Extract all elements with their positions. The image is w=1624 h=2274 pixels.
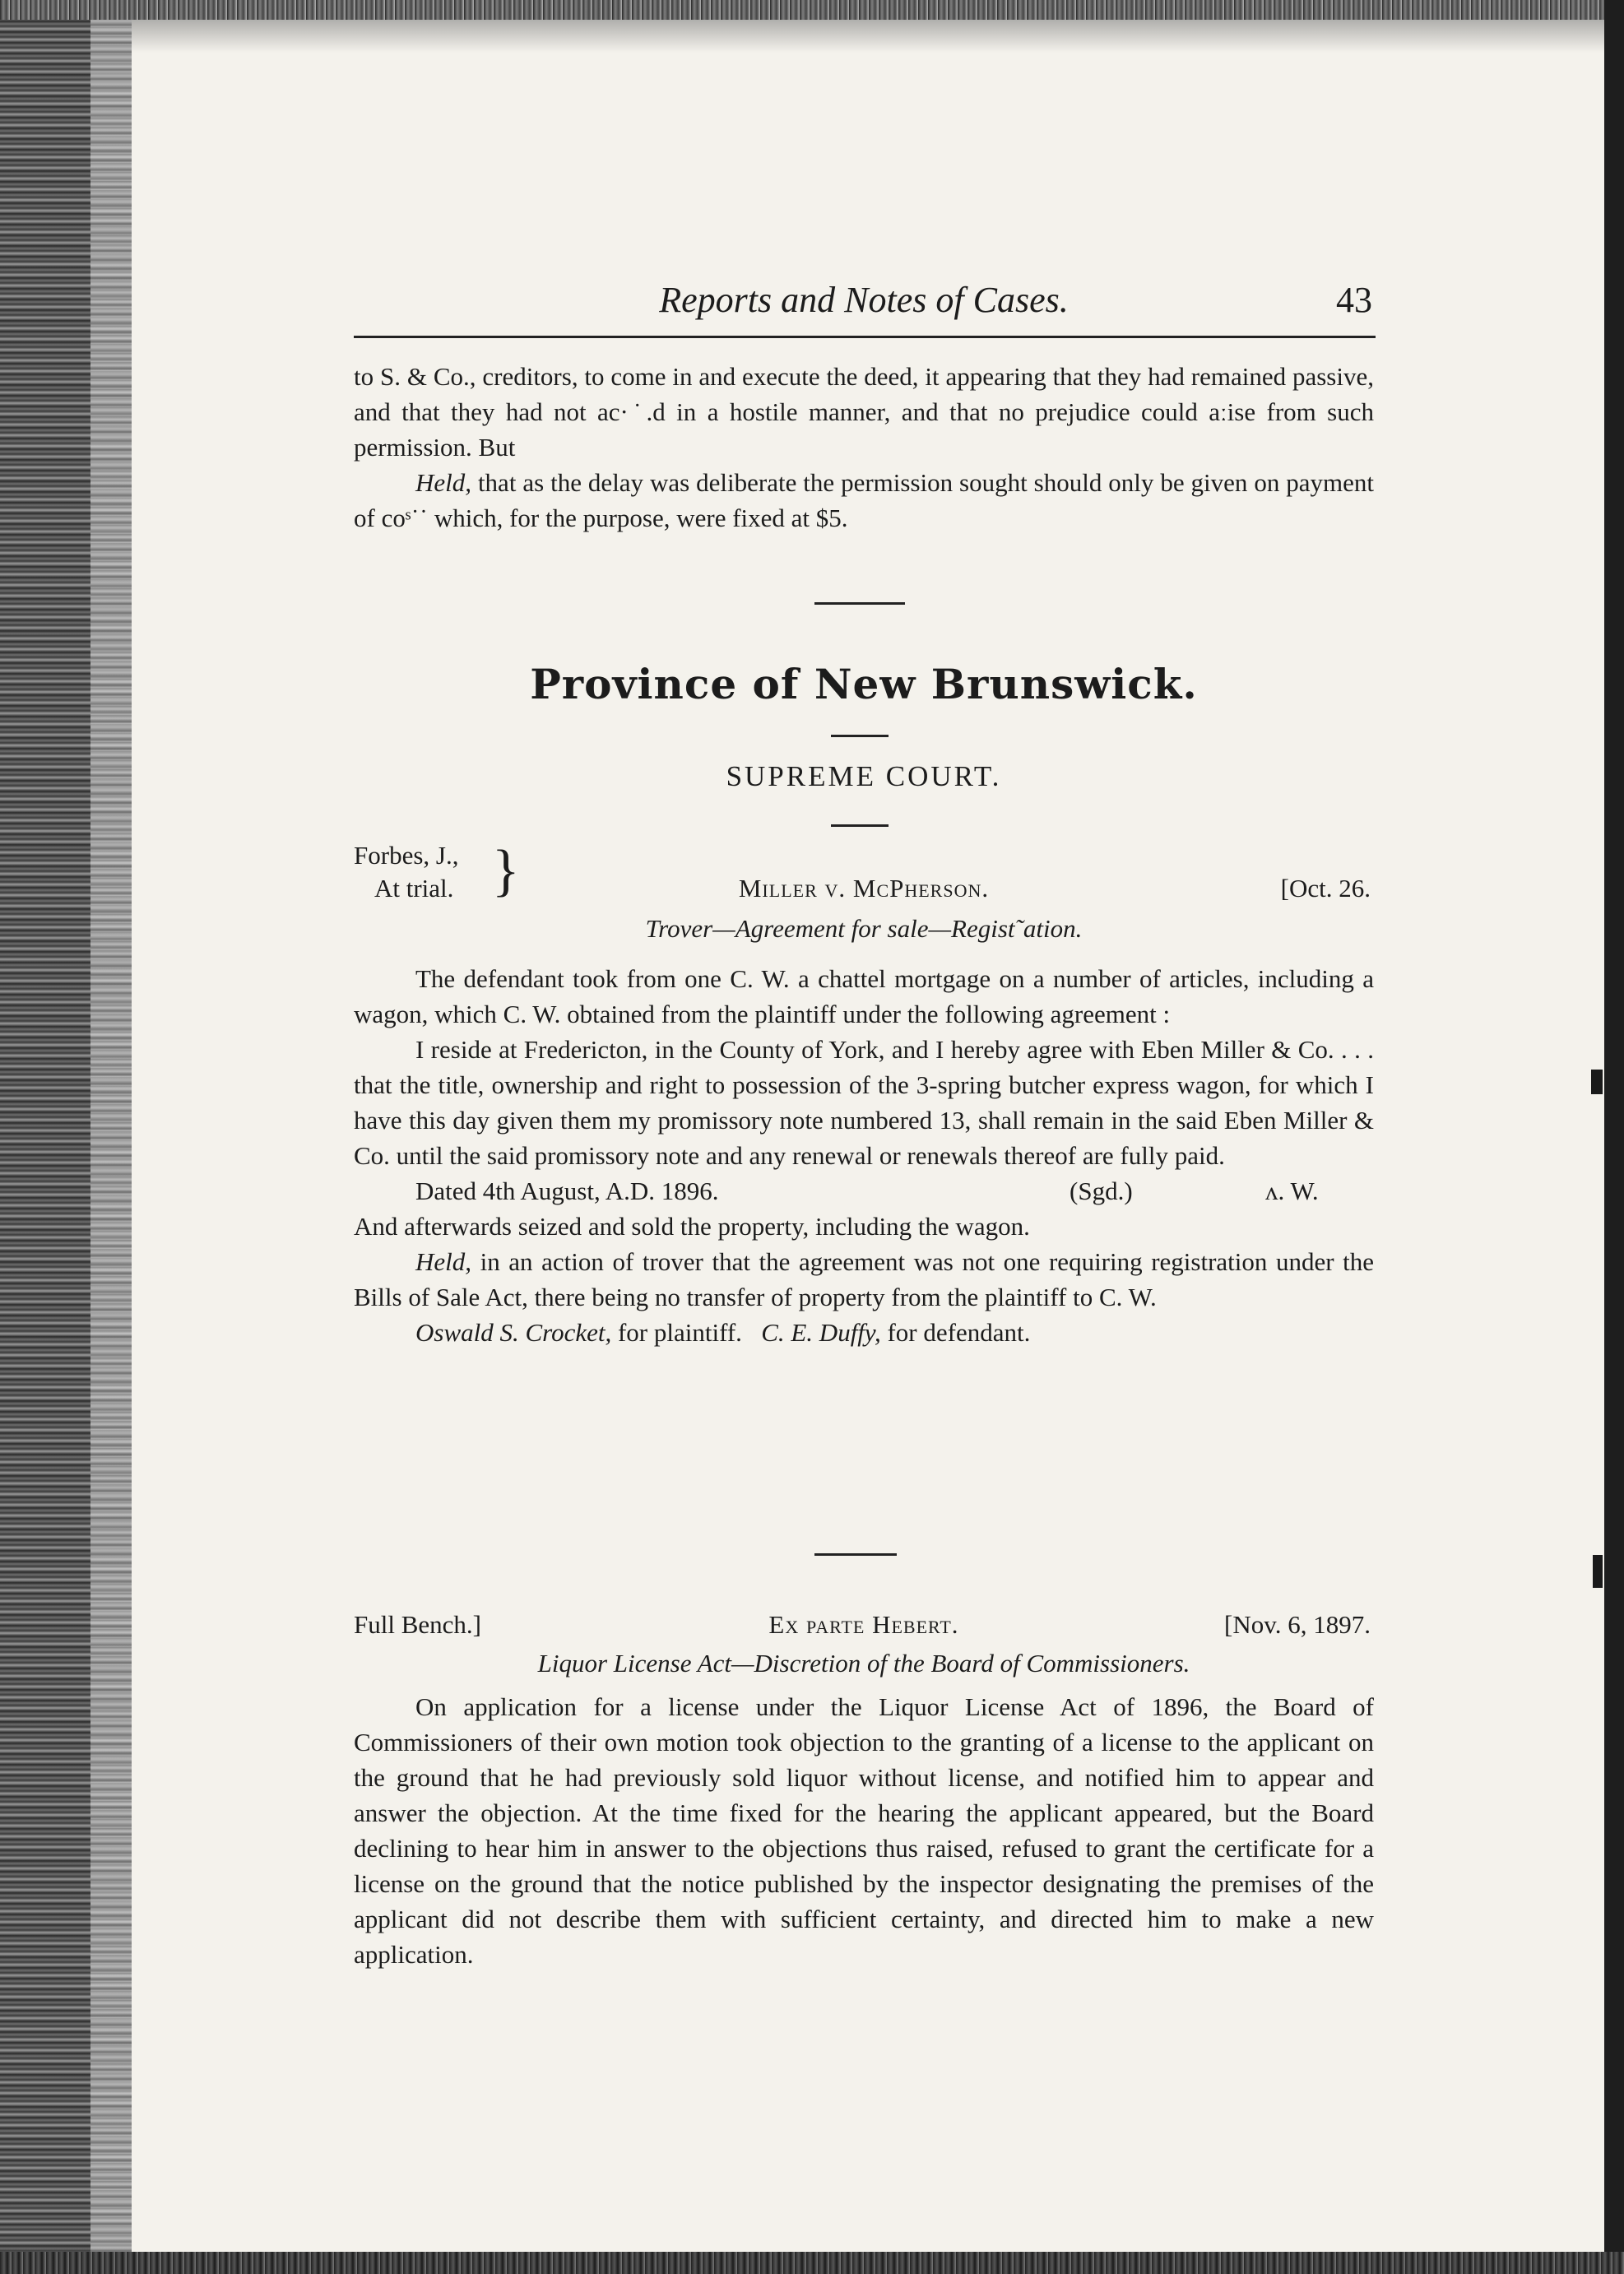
case1-counsel-defendant: C. E. Duffy, <box>761 1318 881 1347</box>
header-rule <box>354 336 1376 338</box>
court-heading: SUPREME COURT. <box>726 760 1002 792</box>
case1-judge-name: Forbes, J., <box>354 841 459 870</box>
case1-sgd: (Sgd.) <box>1070 1176 1133 1205</box>
case1-heading <box>354 839 1374 910</box>
case1-brace: } <box>492 839 520 903</box>
continuation-held-paragraph <box>354 465 1374 536</box>
case2-court: Full Bench.] <box>354 1610 481 1639</box>
case2-paragraph: On application for a license under the Liquor License Act of 1896, the Board of Commissioners of their own motion took objection to the granting of a license to the applicant on the ground that he had previously sold liquor without license, and notified him to appear and answer the objection. At the time fixed for the hearing the applicant appeared, but the Board declining to hear him in answer to the objections thus raised, refused to grant the certificate for a license on the ground that the notice published by the inspector designating the premises of the applicant did not describe them with sufficient certainty, and directed him to make a new application. <box>354 1692 1374 1969</box>
continuation-text <box>354 359 1374 536</box>
case1-paragraph-agreement: I reside at Fredericton, in the County of York, and I hereby agree with Eben Miller & Co. . . . that the title, ownership and right to possession of the 3-spring butcher express wagon, for which I have this day given them my promissory note numbered 13, shall remain in the said Eben Miller & Co. until the said promissory note and any renewal or renewals thereof are fully paid. <box>354 1035 1374 1170</box>
case1-dated: Dated 4th August, A.D. 1896. <box>415 1176 719 1205</box>
case1-counsel-plaintiff: Oswald S. Crocket, <box>415 1318 612 1347</box>
binding-mark-right <box>1591 1070 1603 1094</box>
case1-date: [Oct. 26. <box>1280 874 1371 903</box>
case1-for-defendant: for defendant. <box>880 1318 1031 1347</box>
case1-subtitle: Trover—Agreement for sale—Regist˜ation. <box>645 914 1083 943</box>
case2-body <box>354 1689 1374 1972</box>
province-heading: Province of New Brunswick. <box>530 660 1198 708</box>
case1-held-text: in an action of trover that the agreement was not one requiring registration under the Bills of Sale Act, there being no transfer of property from the plaintiff to C. W. <box>354 1247 1374 1311</box>
right-scan-edge <box>1604 0 1624 2274</box>
left-scan-edge-texture <box>90 0 132 2274</box>
running-header <box>354 276 1374 325</box>
case1-paragraph-held <box>354 1244 1374 1315</box>
case1-judge-role: At trial. <box>374 874 454 903</box>
continuation-paragraph: to S. & Co., creditors, to come in and execute the deed, it appearing that they had remained passive, and that they had not ac·˙.d in a hostile manner, and that no prejudice could aːise from such permission. But <box>354 362 1374 462</box>
case1-paragraph-facts: The defendant took from one C. W. a chattel mortgage on a number of articles, including a wagon, which C. W. obtained from the plaintiff under the following agreement : <box>354 964 1374 1028</box>
running-title: Reports and Notes of Cases. <box>659 280 1069 320</box>
case2-subtitle: Liquor License Act—Discretion of the Board of Commissioners. <box>537 1649 1190 1678</box>
heading-divider <box>831 735 889 737</box>
top-scan-edge <box>0 0 1624 20</box>
section-divider <box>814 602 905 605</box>
case1-counsel <box>354 1315 1374 1350</box>
case1-name: Miller v. McPherson. <box>738 874 990 903</box>
case1-signature-row <box>354 1173 1374 1209</box>
page-number: 43 <box>1336 280 1372 320</box>
case2-name: Ex parte Hebert. <box>768 1610 959 1639</box>
court-divider <box>831 824 889 827</box>
case1-body <box>354 961 1374 1350</box>
case1-held-label: Held, <box>415 1247 472 1276</box>
case-divider <box>814 1553 897 1556</box>
held-label: Held, <box>415 468 472 497</box>
top-scan-shadow <box>132 20 1604 53</box>
case1-paragraph-seizure: And afterwards seized and sold the property, including the wagon. <box>354 1212 1030 1241</box>
bottom-scan-edge <box>0 2252 1624 2274</box>
case1-sgd-name: ʌ. W. <box>1265 1176 1319 1205</box>
case2-date: [Nov. 6, 1897. <box>1224 1610 1371 1639</box>
case1-for-plaintiff: for plaintiff. <box>611 1318 742 1347</box>
case2-heading <box>354 1608 1374 1644</box>
held-text: that as the delay was deliberate the permission sought should only be given on payment of coˢ˙˙ which, for the purpose, were fixed at $5. <box>354 468 1374 532</box>
binding-mark-right-lower <box>1593 1555 1603 1588</box>
